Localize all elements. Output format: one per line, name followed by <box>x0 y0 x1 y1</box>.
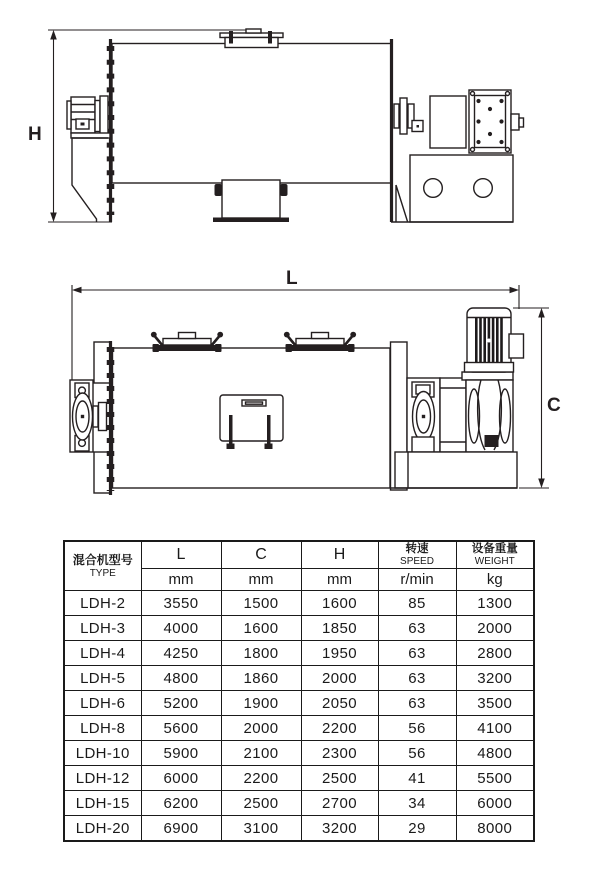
type-header-en: TYPE <box>89 567 116 579</box>
gearbox-top <box>462 372 513 452</box>
unit-weight-cell: kg <box>456 569 534 591</box>
table-row <box>64 616 534 641</box>
c-value-cell: 3100 <box>221 816 301 842</box>
weight-value-cell: 4800 <box>456 741 534 766</box>
model-type-cell: LDH-6 <box>64 691 141 716</box>
manhole-cover-top <box>151 332 223 352</box>
type-header-cell <box>64 541 141 591</box>
l-value-cell: 4800 <box>141 666 221 691</box>
model-type-cell: LDH-4 <box>64 641 141 666</box>
weight-value-cell: 3500 <box>456 691 534 716</box>
weight-value-cell: 8000 <box>456 816 534 842</box>
model-type-cell: LDH-20 <box>64 816 141 842</box>
table-row <box>64 691 534 716</box>
h-value-cell: 1850 <box>301 616 378 641</box>
speed-value-cell: 63 <box>378 691 456 716</box>
l-value-cell: 5200 <box>141 691 221 716</box>
speed-value-cell: 63 <box>378 616 456 641</box>
table-row <box>64 591 534 616</box>
c-value-cell: 2500 <box>221 791 301 816</box>
speed-value-cell: 63 <box>378 641 456 666</box>
l-value-cell: 3550 <box>141 591 221 616</box>
model-type-cell: LDH-2 <box>64 591 141 616</box>
side-view-diagram <box>0 0 600 255</box>
left-drive-motor-side <box>67 96 110 138</box>
col-h-title: H <box>333 546 346 563</box>
c-value-cell: 1900 <box>221 691 301 716</box>
table-row <box>64 716 534 741</box>
access-door-top <box>220 395 283 449</box>
weight-value-cell: 2800 <box>456 641 534 666</box>
model-type-cell: LDH-15 <box>64 791 141 816</box>
col-h-header <box>301 541 378 569</box>
col-weight-title-cn: 设备重量 <box>471 542 518 555</box>
model-type-cell: LDH-10 <box>64 741 141 766</box>
col-weight-title-en: WEIGHT <box>474 556 515 568</box>
table-row <box>64 666 534 691</box>
unit-speed-cell: r/min <box>378 569 456 591</box>
model-type-cell: LDH-12 <box>64 766 141 791</box>
speed-value-cell: 63 <box>378 666 456 691</box>
col-weight-header <box>456 541 534 569</box>
top-manhole-cover-icon <box>220 29 283 48</box>
speed-value-cell: 56 <box>378 716 456 741</box>
l-value-cell: 6900 <box>141 816 221 842</box>
gearbox-side <box>469 90 524 153</box>
type-header-cn: 混合机型号 <box>72 553 133 568</box>
c-value-cell: 1800 <box>221 641 301 666</box>
speed-value-cell: 85 <box>378 591 456 616</box>
h-dimension-label: H <box>28 124 42 145</box>
unit-h-cell: mm <box>301 569 378 591</box>
h-value-cell: 2300 <box>301 741 378 766</box>
support-pedestal-top <box>390 452 517 488</box>
speed-value-cell: 34 <box>378 791 456 816</box>
model-type-cell: LDH-8 <box>64 716 141 741</box>
c-value-cell: 1600 <box>221 616 301 641</box>
bearing-housing-left-top <box>70 380 107 452</box>
motor-junction-box <box>509 334 524 358</box>
spec-table-header <box>64 541 534 591</box>
weight-value-cell: 2000 <box>456 616 534 641</box>
col-c-title: C <box>255 546 267 563</box>
l-value-cell: 4250 <box>141 641 221 666</box>
drive-end-side <box>391 39 524 222</box>
table-row <box>64 766 534 791</box>
support-pedestal-side <box>391 155 513 222</box>
manhole-cover-top-2 <box>284 332 356 352</box>
c-value-cell: 2100 <box>221 741 301 766</box>
col-speed-header <box>378 541 456 569</box>
h-value-cell: 1950 <box>301 641 378 666</box>
col-l-header <box>141 541 221 569</box>
spec-table <box>63 540 535 842</box>
top-view-diagram <box>0 255 600 510</box>
c-value-cell: 1860 <box>221 666 301 691</box>
motor-body-side <box>430 96 466 148</box>
bearing-block-top <box>407 378 440 452</box>
col-speed-title-en: SPEED <box>400 556 434 568</box>
speed-value-cell: 56 <box>378 741 456 766</box>
h-value-cell: 1600 <box>301 591 378 616</box>
weight-value-cell: 3200 <box>456 666 534 691</box>
table-row <box>64 641 534 666</box>
bottom-discharge-side <box>213 180 289 222</box>
discharge-hopper-side <box>72 138 108 222</box>
h-value-cell: 2700 <box>301 791 378 816</box>
coupling-housing-top <box>440 378 466 452</box>
speed-value-cell: 41 <box>378 766 456 791</box>
h-value-cell: 2200 <box>301 716 378 741</box>
weight-value-cell: 1300 <box>456 591 534 616</box>
c-value-cell: 2200 <box>221 766 301 791</box>
table-row <box>64 741 534 766</box>
h-value-cell: 2500 <box>301 766 378 791</box>
c-value-cell: 1500 <box>221 591 301 616</box>
h-value-cell: 3200 <box>301 816 378 842</box>
spec-table-body <box>64 591 534 842</box>
l-value-cell: 4000 <box>141 616 221 641</box>
col-l-title: L <box>176 546 186 563</box>
model-type-cell: LDH-3 <box>64 616 141 641</box>
weight-value-cell: 4100 <box>456 716 534 741</box>
motor-top <box>465 308 524 372</box>
unit-c-cell: mm <box>221 569 301 591</box>
speed-value-cell: 29 <box>378 816 456 842</box>
mixer-drum-side <box>112 44 391 184</box>
l-dimension <box>72 268 519 381</box>
table-row <box>64 791 534 816</box>
c-dimension-label: C <box>547 395 561 416</box>
l-dimension-label: L <box>286 268 298 289</box>
l-value-cell: 6200 <box>141 791 221 816</box>
col-speed-title-cn: 转速 <box>405 542 429 555</box>
l-value-cell: 6000 <box>141 766 221 791</box>
table-row <box>64 816 534 842</box>
l-value-cell: 5900 <box>141 741 221 766</box>
model-type-cell: LDH-5 <box>64 666 141 691</box>
h-value-cell: 2050 <box>301 691 378 716</box>
col-c-header <box>221 541 301 569</box>
h-value-cell: 2000 <box>301 666 378 691</box>
drive-assembly-top <box>390 308 524 490</box>
c-value-cell: 2000 <box>221 716 301 741</box>
weight-value-cell: 6000 <box>456 791 534 816</box>
l-value-cell: 5600 <box>141 716 221 741</box>
weight-value-cell: 5500 <box>456 766 534 791</box>
unit-l-cell: mm <box>141 569 221 591</box>
